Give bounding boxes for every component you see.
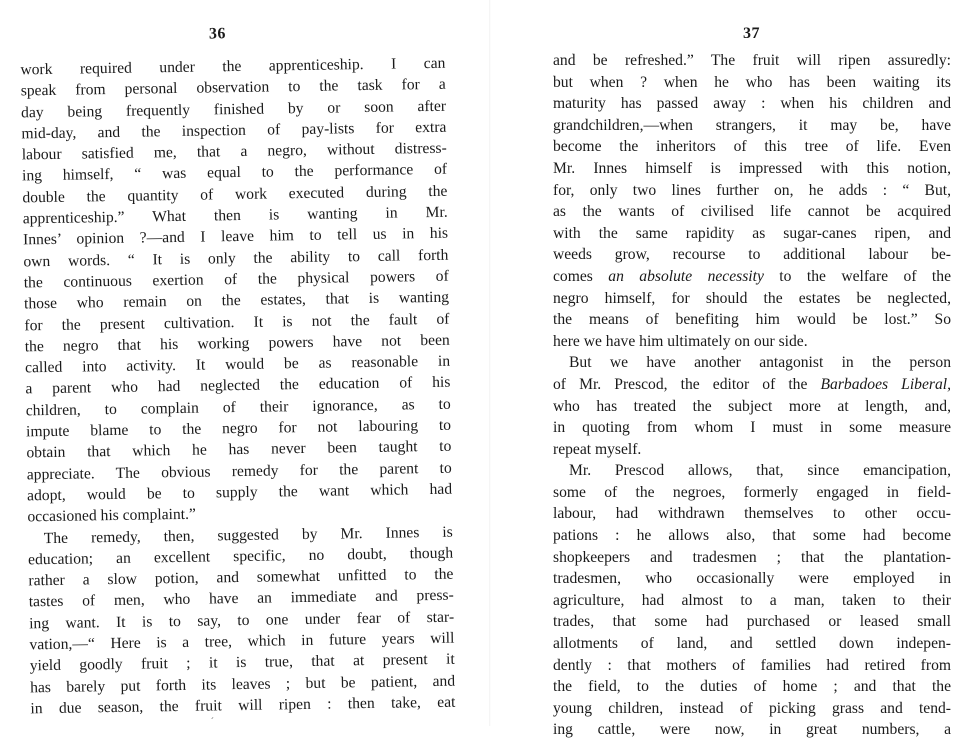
text-line: tradesmen, who occasionally were employed in xyxy=(553,570,951,588)
print-speck: ´ xyxy=(210,716,215,728)
text-line: The remedy, then, suggested by Mr. Innes is xyxy=(43,523,453,547)
italic-phrase: an absolute necessity xyxy=(608,267,764,285)
text-line: appreciate. The obvious remedy for the parent to xyxy=(26,459,452,484)
text-line: pations : he allows also, that some had become xyxy=(553,527,951,545)
text-line: the continuous exertion of the physical powers of xyxy=(23,267,449,292)
text-line: impute blame to the negro for not labouring to xyxy=(25,416,452,441)
right-page-text xyxy=(553,50,951,741)
text-line: education; an excellent specific, no doubt, though xyxy=(27,544,454,569)
text-line: some of the negroes, formerly engaged in field- xyxy=(553,483,951,501)
right-page xyxy=(490,0,980,739)
text-line: ing want. It is to say, to one under fear of star- xyxy=(28,608,455,633)
text-line: allotments of land, and settled down indepen- xyxy=(553,635,951,653)
text-line: in due season, the fruit will ripen : then take, eat xyxy=(30,693,456,718)
text-line: tastes of men, who have an immediate and press- xyxy=(28,587,454,611)
text-line: here we have him ultimately on our side. xyxy=(553,332,808,350)
text-line: trades, that some had purchased or leased small xyxy=(553,613,951,631)
text-line: apprenticeship.” What then is wanting in Mr. xyxy=(22,203,448,228)
text-line: Mr. Innes himself is impressed with this notion, xyxy=(553,159,951,177)
text-line: maturity has passed away : when his children and xyxy=(553,95,951,113)
text-line: as the wants of civilised life cannot be acquired xyxy=(553,203,951,221)
text-line: has barely put forth its leaves ; but be patient, and xyxy=(29,672,456,696)
text-line: for the present cultivation. It is not the fault of xyxy=(24,310,450,334)
text-line: the means of benefiting him would be lost.” So xyxy=(553,311,951,329)
text-line: work required under the apprenticeship. I can xyxy=(20,54,446,79)
text-line: ing cattle, were now, in great numbers, a xyxy=(553,721,951,739)
text-line-italic-phrase xyxy=(553,266,951,288)
page-number-left: 36 xyxy=(208,25,227,43)
left-page xyxy=(0,0,496,730)
text-line: repeat myself. xyxy=(553,440,642,458)
text-line: in quoting from whom I must in some measure xyxy=(553,419,951,437)
text-line: for, only two lines further on, he adds : “ But, xyxy=(553,181,951,199)
text-line: adopt, would be to supply the want which had xyxy=(26,480,453,505)
text-line: mid-day, and the inspection of pay-lists for extra xyxy=(21,118,447,143)
text-line: dently : that mothers of families had retired from xyxy=(553,656,951,674)
text-line: obtain that which he has never been taught to xyxy=(26,438,452,462)
text-line: a parent who had neglected the education of his xyxy=(25,374,451,398)
left-page-text xyxy=(20,53,455,720)
text-line: those who remain on the estates, that is wanting xyxy=(23,288,450,313)
text-line: the negro that his working powers have not been xyxy=(24,331,450,356)
text-line: with the same rapidity as sugar-canes ripen, and xyxy=(553,224,951,242)
italic-phrase: Barbadoes Liberal, xyxy=(820,375,952,393)
text-line: but when ? when he who has been waiting its xyxy=(553,73,951,91)
text-line: who has treated the subject more at length, and, xyxy=(553,397,951,415)
text-line: labour, had withdrawn themselves to other occu- xyxy=(553,505,951,523)
text-line: the field, to the duties of home ; and that the xyxy=(553,678,951,696)
text-line: shopkeepers and tradesmen ; that the plantation- xyxy=(553,548,951,566)
line-segment: comes xyxy=(553,267,609,285)
text-line: occasioned his complaint.” xyxy=(27,505,197,526)
text-line: weeds grow, recourse to additional labour be- xyxy=(553,246,951,264)
line-segment: of Mr. Prescod, the editor of the xyxy=(553,375,821,393)
text-line: speak from personal observation to the task for a xyxy=(20,76,446,100)
text-line: vation,—“ Here is a tree, which in future years will xyxy=(29,629,455,654)
text-line: But we have another antagonist in the person xyxy=(569,354,951,372)
line-segment: to the welfare of the xyxy=(763,267,951,285)
text-line: children, to complain of their ignorance, as to xyxy=(25,395,451,420)
text-line: agriculture, had almost to a man, taken to their xyxy=(553,591,951,609)
text-line: rather a slow potion, and somewhat unfitted to the xyxy=(28,565,454,590)
text-line: called into activity. It would be as reasonable in xyxy=(24,352,451,377)
text-line: and be refreshed.” The fruit will ripen assuredly: xyxy=(553,52,951,69)
text-line: Innes’ opinion ?—and I leave him to tell us in his xyxy=(22,225,449,249)
text-line: become the inheritors of this tree of life. Even xyxy=(553,138,951,156)
page-number-right: 37 xyxy=(743,25,760,42)
text-line: Mr. Prescod allows, that, since emancipation, xyxy=(569,462,951,480)
text-line: young children, instead of picking grass and tend- xyxy=(553,699,951,717)
text-line: double the quantity of work executed during the xyxy=(22,182,448,207)
text-line-italic-phrase xyxy=(553,374,951,396)
text-line: yield goodly fruit ; it is true, that at present it xyxy=(29,650,455,675)
text-line: day being frequently finished by or soon after xyxy=(20,97,447,122)
text-line: ing himself, “ was equal to the performance of xyxy=(21,161,448,185)
text-line: negro himself, for should the estates be neglected, xyxy=(553,289,951,307)
text-line: labour satisfied me, that a negro, without distress- xyxy=(21,139,447,164)
text-line: own words. “ It is only the ability to call forth xyxy=(23,246,449,271)
text-line: grandchildren,—when strangers, it may be, have xyxy=(553,116,951,134)
